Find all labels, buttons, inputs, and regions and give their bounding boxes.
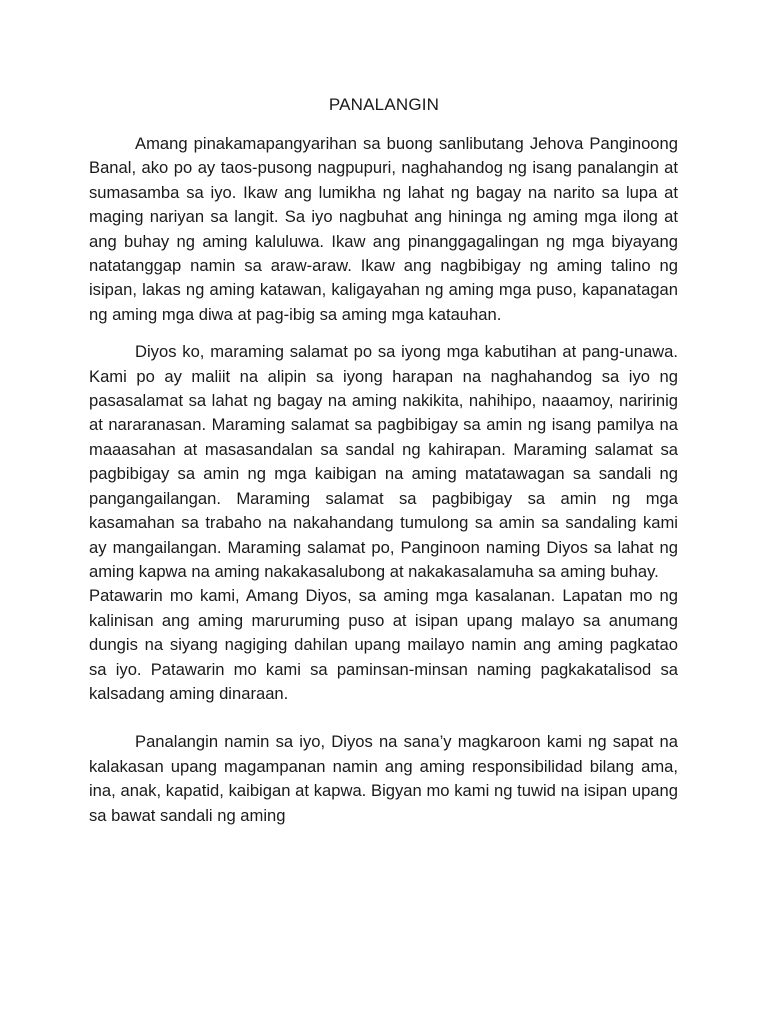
paragraph-praise: Amang pinakamapangyarihan sa buong sanlibutang Jehova Panginoong Banal, ako po ay taos-pusong nagpupuri, naghahandog ng isang panalangin at sumasamba sa iyo. Ikaw ang lumikha ng lahat ng bagay na narito sa lupa at maging nariyan sa langit. Sa iyo nagbuhat ang hininga ng aming mga ilong at ang buhay ng aming kaluluwa. Ikaw ang pinanggagalingan ng mga biyayang natatanggap namin sa araw-araw. Ikaw ang nagbibigay ng aming talino ng isipan, lakas ng aming katawan, kaligayahan ng aming mga puso, kapanatagan ng aming mga diwa at pag-ibig sa aming mga katauhan. xyxy=(89,134,678,324)
document-title: PANALANGIN xyxy=(328,95,440,114)
paragraph-thanksgiving: Diyos ko, maraming salamat po sa iyong mga kabutihan at pang-unawa. Kami po ay maliit na alipin sa iyong harapan na naghahandog sa iyo ng pasasalamat sa lahat ng bagay na aming nakikita, nahihipo, naaamoy, naririnig at nararanasan. Maraming salamat sa pagbibigay sa amin ng isang pamilya na maaasahan at masasandalan sa sandal ng kahirapan. Maraming salamat sa pagbibigay sa amin ng mga kaibigan na aming matatawagan sa sandali ng pangangailangan. Maraming salamat sa pagbibigay sa amin ng mga kasamahan sa trabaho na nakahandang tumulong sa amin sa sandaling kami ay mangailangan. Maraming salamat po, Panginoon naming Diyos sa lahat ng aming kapwa na aming nakakasalubong at nakakasalamuha sa aming buhay. xyxy=(89,342,678,581)
paragraph-forgiveness: Patawarin mo kami, Amang Diyos, sa aming mga kasalanan. Lapatan mo ng kalinisan ang aming maruruming puso at isipan upang malayo sa anumang dungis na siyang nagiging dahilan upang mailayo namin ang aming pagkatao sa iyo. Patawarin mo kami sa paminsan-minsan naming pagkakatalisod sa kalsadang aming dinaraan. xyxy=(89,586,678,703)
paragraph-petition: Panalangin namin sa iyo, Diyos na sana’y magkaroon kami ng sapat na kalakasan upang magampanan namin ang aming responsibilidad bilang ama, ina, anak, kapatid, kaibigan at kapwa. Bigyan mo kami ng tuwid na isipan upang sa bawat sandali ng aming xyxy=(89,732,678,825)
document-body xyxy=(89,132,678,828)
